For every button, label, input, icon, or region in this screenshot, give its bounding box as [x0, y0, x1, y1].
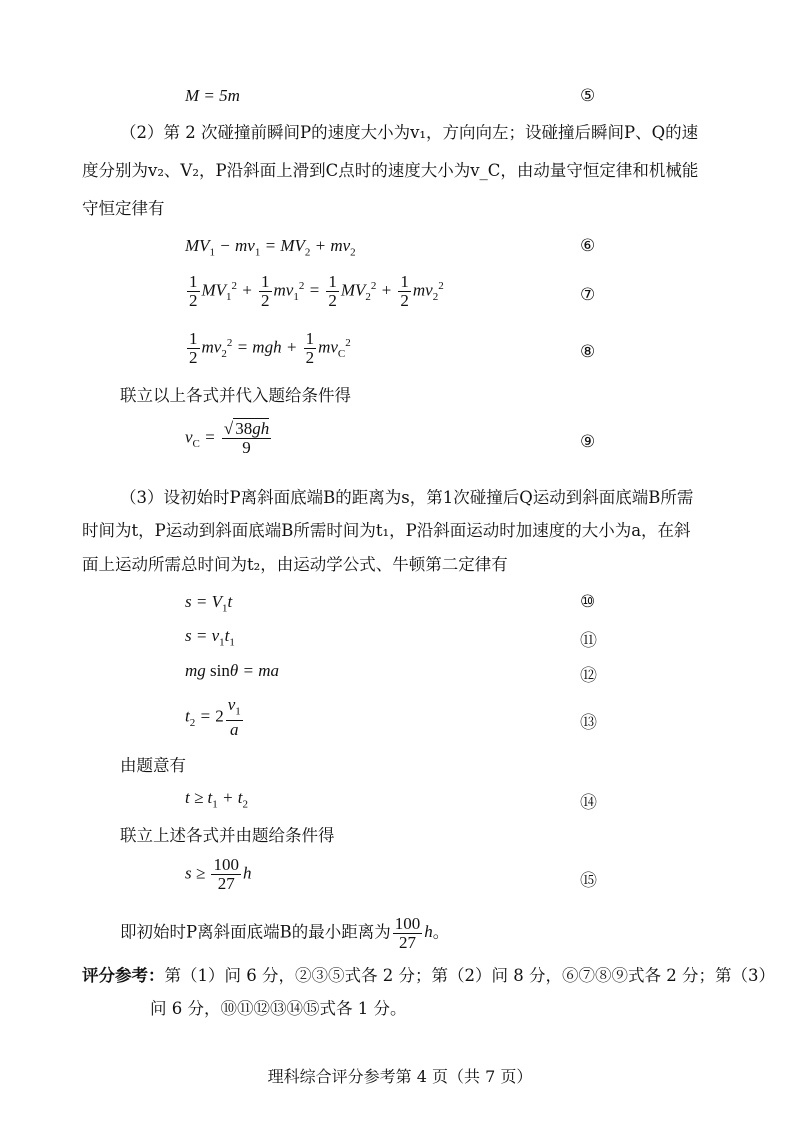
equation-number-15: ⑮: [580, 871, 597, 891]
equation-number-13: ⑬: [580, 713, 597, 733]
part3-intro-line1: （3）设初始时P离斜面底端B的距离为s，第1次碰撞后Q运动到斜面底端B所需: [120, 488, 694, 507]
part3-combine: 联立上述各式并由题给条件得: [120, 826, 335, 845]
part3-intro-line2: 时间为t，P运动到斜面底端B所需时间为t₁，P沿斜面运动时加速度的大小为a，在斜: [82, 521, 691, 540]
equation-15: s ≥ $\frac{100}{27}$ h: [185, 855, 252, 893]
equation-13: $t_2 = 2$ $\frac{v_1}{a}$: [185, 695, 241, 740]
part3-conclusion: 即初始时P离斜面底端B的最小距离为 $\frac{100}{27}$ h。: [120, 914, 450, 952]
equation-number-10: ⑩: [580, 592, 596, 612]
equation-number-7: ⑦: [580, 285, 596, 305]
equation-7: $\frac{1}{2}$ $MV_1^2$ + $\frac{1}{2}$ $mv_1^2$ = $\frac{1}{2}$ $MV_2^2$ + $\frac{1}{2}$ $mv_2^2$: [189, 272, 444, 310]
equation-12: mg sinθ = ma: [185, 661, 279, 680]
equation-8: $\frac{1}{2}$ $mv_2^2$ = mgh + $\frac{1}{2}$ $mv_C^2$: [189, 329, 351, 367]
part2-intro-line1: （2）第 2 次碰撞前瞬间P的速度大小为v₁，方向向左；设碰撞后瞬间P、Q的速: [120, 123, 699, 142]
scoring-line2: 问 6 分，⑩⑪⑫⑬⑭⑮式各 1 分。: [150, 999, 407, 1018]
equation-10: $s = V_1t$: [185, 592, 233, 615]
page-footer: 理科综合评分参考第 4 页（共 7 页）: [267, 1067, 533, 1086]
scoring-line1: 评分参考：第（1）问 6 分，②③⑤式各 2 分；第（2）问 8 分，⑥⑦⑧⑨式各 2 分；第（3）: [82, 966, 775, 985]
equation-number-14: ⑭: [580, 793, 597, 813]
equation-11: $s = v_1t_1$: [185, 626, 235, 649]
equation-number-12: ⑫: [580, 666, 597, 686]
equation-number-8: ⑧: [580, 342, 596, 362]
part2-intro-line3: 守恒定律有: [82, 199, 165, 218]
equation-9: $v_C$ = $\frac{√ 38gh}{9}$: [185, 419, 270, 457]
part2-combine: 联立以上各式并代入题给条件得: [120, 386, 351, 405]
part3-by-problem: 由题意有: [120, 756, 186, 775]
equation-number-6: ⑥: [580, 236, 596, 256]
scoring-label: 评分参考：: [82, 966, 165, 985]
part3-intro-line3: 面上运动所需总时间为t₂，由运动学公式、牛顿第二定律有: [82, 555, 508, 574]
equation-number-5: ⑤: [580, 86, 596, 106]
equation-14: $t \ge t_1 + t_2$: [185, 788, 248, 811]
equation-number-9: ⑨: [580, 432, 596, 452]
equation-5: M = 5m: [185, 86, 240, 105]
equation-6: $MV_1 - mv_1 = MV_2 + mv_2$: [185, 236, 356, 259]
equation-number-11: ⑪: [580, 631, 597, 651]
part2-intro-line2: 度分别为v₂、V₂，P沿斜面上滑到C点时的速度大小为v_C，由动量守恒定律和机械能: [82, 161, 699, 180]
